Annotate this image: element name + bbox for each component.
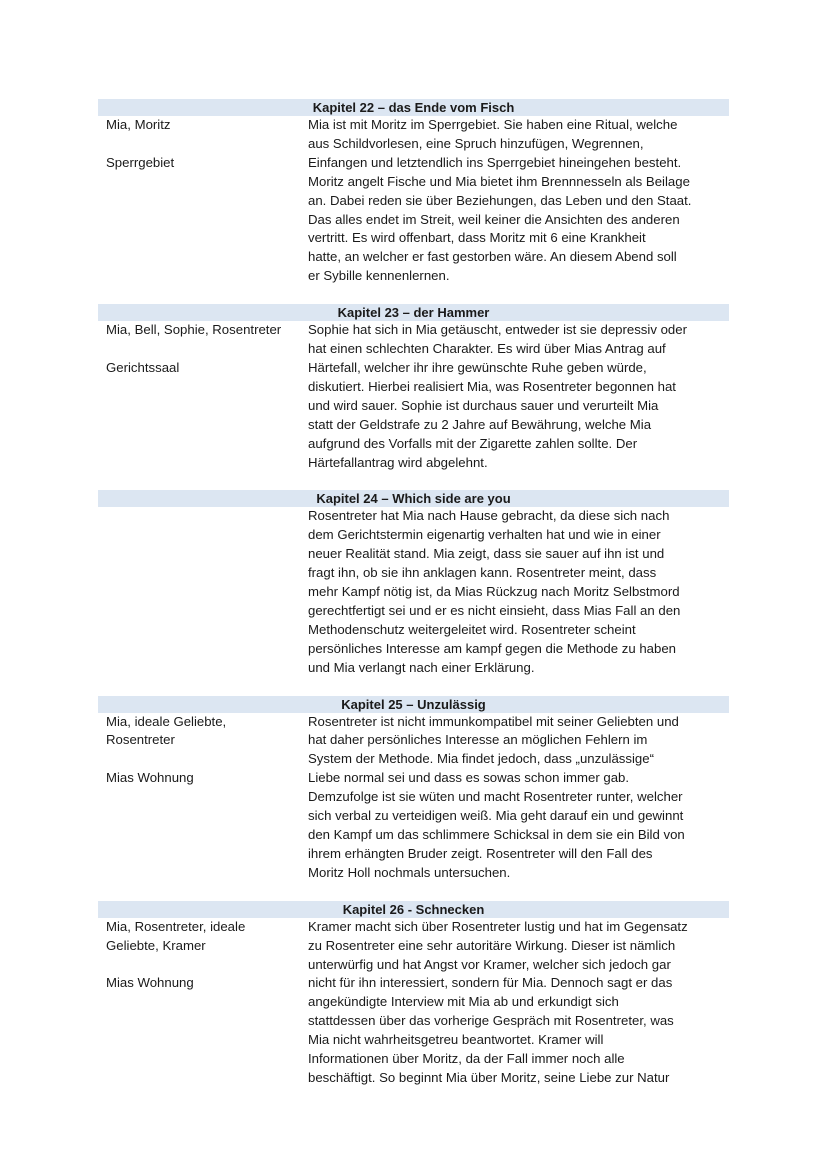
summary-line: fragt ihn, ob sie ihn anklagen kann. Rosentreter meint, dass <box>308 565 657 581</box>
summary-line: Mia ist mit Moritz im Sperrgebiet. Sie haben eine Ritual, welche <box>308 117 678 132</box>
summary-line: beschäftigt. So beginnt Mia über Moritz, seine Liebe zur Natur <box>308 1069 670 1085</box>
chapter-row <box>98 321 729 472</box>
chapter-row <box>98 116 729 286</box>
chapter-meta <box>98 116 308 286</box>
chapter-row <box>98 507 729 677</box>
summary-line: Mia nicht wahrheitsgetreu beantwortet. Kramer will <box>308 1032 604 1048</box>
summary-line: aufgrund des Vorfalls mit der Zigarette zahlen sollte. Der <box>308 435 638 451</box>
summary-line: diskutiert. Hierbei realisiert Mia, was Rosentreter begonnen hat <box>308 378 676 394</box>
summary-line: Kramer macht sich über Rosentreter lustig und hat im Gegensatz <box>308 918 688 934</box>
summary-line: dem Gerichtstermin eigenartig verhalten hat und wie in einer <box>308 527 661 543</box>
summary-line: mehr Kampf nötig ist, da Mias Rückzug nach Moritz Selbstmord <box>308 584 680 600</box>
characters-line: Rosentreter <box>106 732 175 748</box>
chapter-title: Kapitel 24 – Which side are you <box>98 490 729 507</box>
summary-line: stattdessen über das vorherige Gespräch mit Rosentreter, was <box>308 1013 674 1029</box>
summary-line: neuer Realität stand. Mia zeigt, dass sie sauer auf ihn ist und <box>308 546 665 562</box>
summary-line: Härtefallantrag wird abgelehnt. <box>308 454 488 470</box>
chapter-meta <box>98 507 308 677</box>
summary-line: hat daher persönliches Interesse an möglichen Fehlern im <box>308 732 648 748</box>
chapter-summary <box>308 321 729 472</box>
characters-line: Geliebte, Kramer <box>106 937 206 953</box>
chapter-summary <box>308 507 729 677</box>
chapter-row <box>98 713 729 883</box>
chapter-summary <box>308 918 729 1088</box>
characters-line: Mia, Rosentreter, ideale <box>106 918 246 934</box>
summary-line: hatte, an welcher er fast gestorben wäre. An diesem Abend soll <box>308 249 677 265</box>
chapter-section <box>98 696 729 883</box>
chapter-meta <box>98 713 308 883</box>
summary-line: und Mia verlangt nach einer Erklärung. <box>308 659 535 675</box>
summary-line: Moritz Holl nochmals untersuchen. <box>308 864 511 880</box>
location-line: Sperrgebiet <box>106 154 175 170</box>
location-line: Mias Wohnung <box>106 975 194 991</box>
meta-spacer <box>106 750 308 769</box>
chapter-title: Kapitel 22 – das Ende vom Fisch <box>98 99 729 116</box>
summary-line: Demzufolge ist sie wüten und macht Rosentreter runter, welcher <box>308 789 683 805</box>
chapter-table <box>98 99 729 1106</box>
chapter-meta <box>98 918 308 1088</box>
summary-line: statt der Geldstrafe zu 2 Jahre auf Bewährung, welche Mia <box>308 416 652 432</box>
chapter-title: Kapitel 25 – Unzulässig <box>98 696 729 713</box>
summary-line: angekündigte Interview mit Mia ab und erkundigt sich <box>308 994 619 1010</box>
characters-line: Mia, Bell, Sophie, Rosentreter <box>106 322 282 338</box>
summary-line: zu Rosentreter eine sehr autoritäre Wirkung. Dieser ist nämlich <box>308 937 676 953</box>
summary-line: Einfangen und letztendlich ins Sperrgebiet hineingehen besteht. <box>308 154 682 170</box>
characters-line: Mia, ideale Geliebte, <box>106 713 227 729</box>
summary-line: Rosentreter ist nicht immunkompatibel mit seiner Geliebten und <box>308 713 679 729</box>
summary-line: nicht für ihn interessiert, sondern für Mia. Dennoch sagt er das <box>308 975 673 991</box>
chapter-title: Kapitel 26 - Schnecken <box>98 901 729 918</box>
summary-line: sich verbal zu verteidigen weiß. Mia geht darauf ein und gewinnt <box>308 808 684 824</box>
location-line: Mias Wohnung <box>106 770 194 786</box>
chapter-section <box>98 304 729 472</box>
summary-line: an. Dabei reden sie über Beziehungen, das Leben und den Staat. <box>308 192 692 208</box>
summary-line: Moritz angelt Fische und Mia bietet ihm Brennnesseln als Beilage <box>308 173 690 189</box>
summary-line: unterwürfig und hat Angst vor Kramer, welcher sich jedoch gar <box>308 956 671 972</box>
summary-line: er Sybille kennenlernen. <box>308 268 450 284</box>
meta-spacer <box>106 135 308 154</box>
summary-line: persönliches Interesse am kampf gegen die Methode zu haben <box>308 640 677 656</box>
summary-line: hat einen schlechten Charakter. Es wird über Mias Antrag auf <box>308 341 666 357</box>
summary-line: und wird sauer. Sophie ist durchaus sauer und verurteilt Mia <box>308 397 659 413</box>
summary-line: Das alles endet im Streit, weil keiner die Ansichten des anderen <box>308 211 680 227</box>
characters-line: Mia, Moritz <box>106 117 171 132</box>
location-line: Gerichtssaal <box>106 359 180 375</box>
summary-line: Härtefall, welcher ihr ihre gewünschte Ruhe geben würde, <box>308 359 647 375</box>
summary-line: Rosentreter hat Mia nach Hause gebracht, da diese sich nach <box>308 508 670 524</box>
chapter-section <box>98 901 729 1088</box>
chapter-section <box>98 99 729 286</box>
summary-line: System der Methode. Mia findet jedoch, dass „unzulässige“ <box>308 751 654 767</box>
summary-line: Methodenschutz weitergeleitet wird. Rosentreter scheint <box>308 621 636 637</box>
chapter-row <box>98 918 729 1088</box>
meta-spacer <box>106 340 308 359</box>
summary-line: den Kampf um das schlimmere Schicksal in dem sie ein Bild von <box>308 827 685 842</box>
summary-line: vertritt. Es wird offenbart, dass Moritz mit 6 eine Krankheit <box>308 230 646 246</box>
chapter-summary <box>308 116 729 286</box>
chapter-meta <box>98 321 308 472</box>
chapter-summary <box>308 713 729 883</box>
meta-spacer <box>106 956 308 975</box>
chapter-title: Kapitel 23 – der Hammer <box>98 304 729 321</box>
summary-line: ihrem erhängten Bruder zeigt. Rosentreter will den Fall des <box>308 845 653 861</box>
summary-line: Informationen über Moritz, da der Fall immer noch alle <box>308 1051 625 1067</box>
summary-line: Sophie hat sich in Mia getäuscht, entweder ist sie depressiv oder <box>308 322 687 338</box>
chapter-section <box>98 490 729 677</box>
summary-line: aus Schildvorlesen, eine Spruch hinzufügen, Wegrennen, <box>308 135 644 151</box>
summary-line: Liebe normal sei und dass es sowas schon immer gab. <box>308 770 630 786</box>
summary-line: gerechtfertigt sei und er es nicht einsieht, dass Mias Fall an den <box>308 602 681 618</box>
